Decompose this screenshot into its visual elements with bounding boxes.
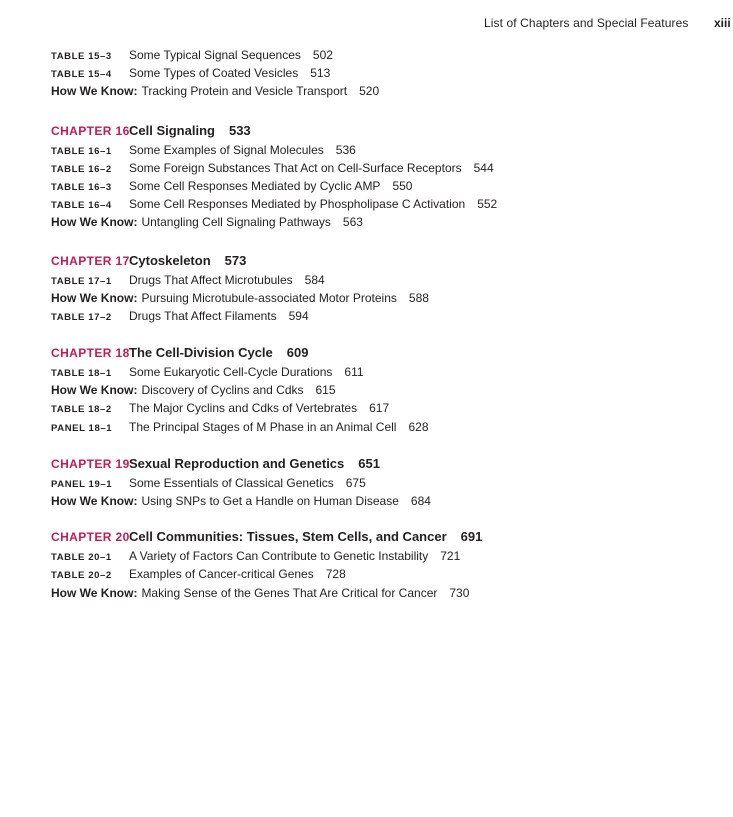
entry-page-number: 611 <box>344 365 364 380</box>
entry-title: The Principal Stages of M Phase in an Animal Cell <box>129 419 397 434</box>
entry-label: How We Know: <box>51 494 138 508</box>
entry-label: How We Know: <box>51 215 138 230</box>
toc-section <box>51 343 711 436</box>
entry-title: Some Examples of Signal Molecules <box>129 142 324 157</box>
entry-label: TABLE 20–2 <box>51 570 112 582</box>
entry-label: TABLE 16–1 <box>51 145 112 157</box>
entry-label: PANEL 19–1 <box>51 478 113 490</box>
contents-list <box>51 46 711 602</box>
chapter-title: Sexual Reproduction and Genetics <box>129 455 345 471</box>
how-we-know-entry[interactable] <box>51 584 711 602</box>
entry-page-number: 684 <box>410 494 431 508</box>
chapter-label: CHAPTER 19 <box>51 456 130 471</box>
entry-label: How We Know: <box>51 585 138 600</box>
chapter-page-number: 573 <box>224 252 247 268</box>
entry-title: Pursuing Microtubule-associated Motor Proteins <box>141 290 397 305</box>
entry-label: TABLE 15–3 <box>51 51 112 62</box>
table-entry[interactable] <box>51 177 711 195</box>
toc-section <box>51 251 711 326</box>
chapter-title: Cell Communities: Tissues, Stem Cells, and Cancer <box>129 529 447 545</box>
how-we-know-entry[interactable] <box>51 381 711 399</box>
toc-section <box>51 121 711 232</box>
entry-label: TABLE 18–2 <box>51 404 112 416</box>
toc-section <box>51 527 711 602</box>
entry-page-number: 552 <box>477 197 498 212</box>
chapter-label: CHAPTER 20 <box>51 530 130 545</box>
entry-label: TABLE 17–2 <box>51 311 112 323</box>
running-head <box>0 16 733 34</box>
entry-label: TABLE 16–2 <box>51 163 112 175</box>
entry-label: How We Know: <box>51 383 138 398</box>
how-we-know-entry[interactable] <box>51 213 711 231</box>
entry-page-number: 502 <box>312 48 333 62</box>
table-entry[interactable] <box>51 195 711 213</box>
table-entry[interactable] <box>51 271 711 289</box>
table-entry[interactable] <box>51 565 711 583</box>
entry-title: Discovery of Cyclins and Cdks <box>141 383 304 398</box>
entry-page-number: 544 <box>473 160 494 175</box>
entry-label: How We Know: <box>51 84 138 99</box>
chapter-title: Cell Signaling <box>129 122 215 138</box>
entry-title: Using SNPs to Get a Handle on Human Disease <box>141 494 399 508</box>
how-we-know-entry[interactable] <box>51 492 711 510</box>
entry-label: PANEL 18–1 <box>51 422 113 434</box>
entry-title: Untangling Cell Signaling Pathways <box>141 215 331 230</box>
table-entry[interactable] <box>51 363 711 381</box>
table-entry[interactable] <box>51 418 711 436</box>
entry-page-number: 563 <box>342 215 363 230</box>
page-number: xiii <box>714 16 731 30</box>
entry-title: Some Foreign Substances That Act on Cell-Surface Receptors <box>129 160 462 175</box>
entry-page-number: 728 <box>325 567 346 582</box>
chapter-title: Cytoskeleton <box>129 252 211 268</box>
chapter-heading[interactable] <box>51 454 711 474</box>
entry-title: Some Cell Responses Mediated by Phospholipase C Activation <box>129 197 466 212</box>
table-entry[interactable] <box>51 399 711 417</box>
chapter-heading[interactable] <box>51 251 711 271</box>
entry-title: Drugs That Affect Filaments <box>129 308 277 323</box>
entry-page-number: 513 <box>310 66 331 81</box>
entry-title: Examples of Cancer-critical Genes <box>129 567 314 582</box>
entry-page-number: 675 <box>345 475 366 490</box>
entry-title: Drugs That Affect Microtubules <box>129 272 293 287</box>
entry-title: Tracking Protein and Vesicle Transport <box>141 84 348 99</box>
entry-label: TABLE 16–4 <box>51 200 112 212</box>
entry-title: A Variety of Factors Can Contribute to Genetic Instability <box>129 549 429 564</box>
toc-section <box>51 454 711 510</box>
entry-title: Some Essentials of Classical Genetics <box>129 475 334 490</box>
entry-label: TABLE 20–1 <box>51 552 112 564</box>
chapter-page-number: 691 <box>460 529 483 545</box>
entry-label: TABLE 15–4 <box>51 69 112 81</box>
table-entry[interactable] <box>51 159 711 177</box>
entry-title: The Major Cyclins and Cdks of Vertebrates <box>129 401 358 416</box>
entry-label: TABLE 17–1 <box>51 275 112 287</box>
entry-title: Some Typical Signal Sequences <box>129 48 301 62</box>
entry-label: TABLE 18–1 <box>51 368 112 380</box>
chapter-heading[interactable] <box>51 121 711 141</box>
chapter-label: CHAPTER 17 <box>51 253 130 268</box>
chapter-page-number: 651 <box>358 455 380 471</box>
table-entry[interactable] <box>51 64 711 82</box>
toc-section <box>51 46 711 101</box>
chapter-heading[interactable] <box>51 527 711 547</box>
entry-page-number: 730 <box>449 585 470 600</box>
entry-title: Some Eukaryotic Cell-Cycle Durations <box>129 365 333 380</box>
how-we-know-entry[interactable] <box>51 82 711 100</box>
how-we-know-entry[interactable] <box>51 289 711 307</box>
entry-page-number: 588 <box>408 290 429 305</box>
table-entry[interactable] <box>51 46 711 64</box>
entry-title: Some Types of Coated Vesicles <box>129 66 299 81</box>
chapter-label: CHAPTER 18 <box>51 346 130 361</box>
entry-page-number: 628 <box>408 419 429 434</box>
entry-page-number: 550 <box>392 178 413 193</box>
chapter-page-number: 533 <box>228 122 251 138</box>
running-head-title: List of Chapters and Special Features <box>484 16 689 30</box>
entry-page-number: 721 <box>440 549 461 564</box>
chapter-heading[interactable] <box>51 343 711 363</box>
table-entry[interactable] <box>51 141 711 159</box>
entry-page-number: 615 <box>315 383 336 398</box>
chapter-title: The Cell-Division Cycle <box>129 345 273 361</box>
entry-title: Some Cell Responses Mediated by Cyclic AMP <box>129 178 381 193</box>
table-entry[interactable] <box>51 547 711 565</box>
entry-title: Making Sense of the Genes That Are Critical for Cancer <box>141 585 438 600</box>
chapter-label: CHAPTER 16 <box>51 123 130 138</box>
entry-page-number: 536 <box>335 142 356 157</box>
table-entry[interactable] <box>51 307 711 325</box>
entry-page-number: 584 <box>304 272 325 287</box>
entry-label: TABLE 16–3 <box>51 181 112 193</box>
entry-page-number: 594 <box>288 308 309 323</box>
entry-page-number: 520 <box>359 84 380 99</box>
entry-label: How We Know: <box>51 290 138 305</box>
entry-page-number: 617 <box>369 401 390 416</box>
table-entry[interactable] <box>51 474 711 492</box>
chapter-page-number: 609 <box>286 345 309 361</box>
